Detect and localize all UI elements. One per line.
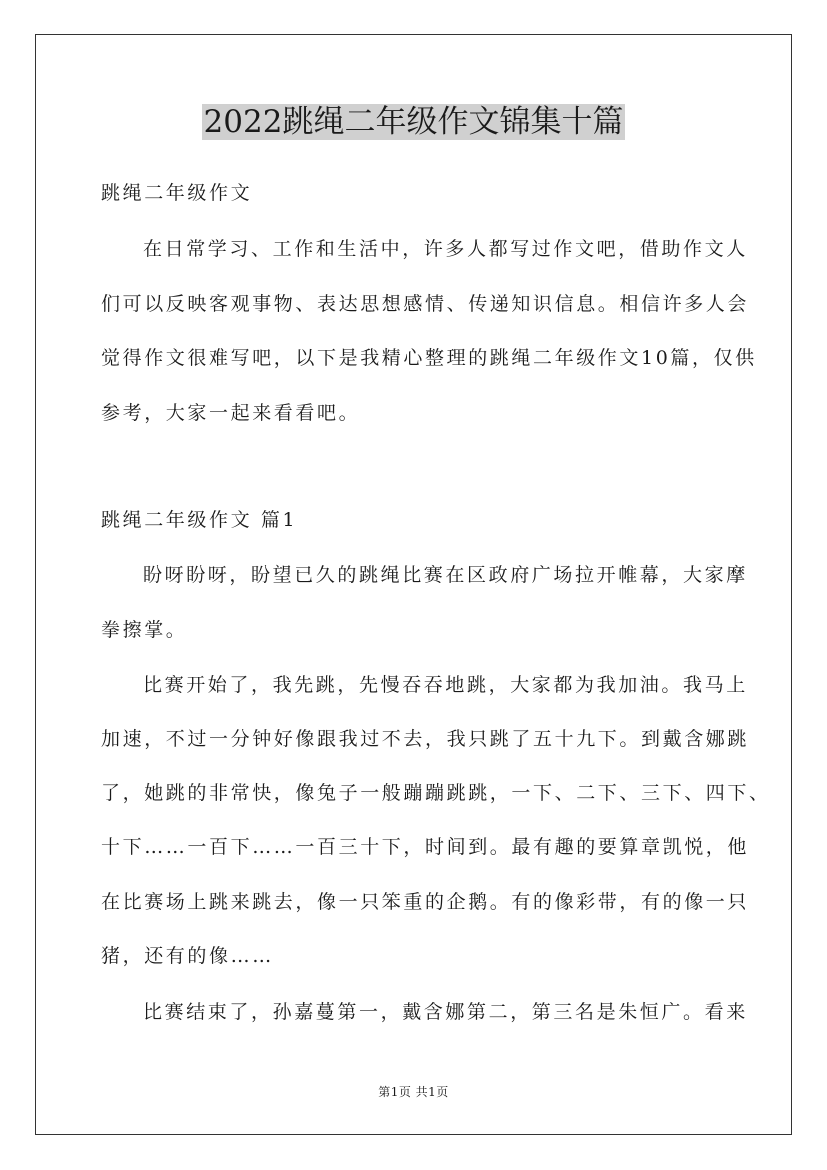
paragraph-line: 了，她跳的非常快，像兔子一般蹦蹦跳跳，一下、二下、三下、四下、 bbox=[101, 782, 771, 804]
paragraph-line: 猪，还有的像…… bbox=[101, 945, 274, 967]
section-heading-essay-1: 跳绳二年级作文 篇1 bbox=[101, 509, 298, 531]
paragraph-line: 拳擦掌。 bbox=[101, 619, 188, 641]
section-heading-intro: 跳绳二年级作文 bbox=[101, 182, 253, 204]
paragraph-line: 参考，大家一起来看看吧。 bbox=[101, 402, 361, 424]
document-title bbox=[0, 100, 827, 144]
paragraph-line: 在比赛场上跳来跳去，像一只笨重的企鹅。有的像彩带，有的像一只 bbox=[101, 891, 750, 913]
paragraph-line: 在日常学习、工作和生活中，许多人都写过作文吧，借助作文人 bbox=[143, 238, 748, 260]
paragraph-line: 盼呀盼呀，盼望已久的跳绳比赛在区政府广场拉开帷幕，大家摩 bbox=[143, 564, 748, 586]
paragraph-line: 比赛开始了，我先跳，先慢吞吞地跳，大家都为我加油。我马上 bbox=[143, 674, 748, 696]
paragraph-line: 觉得作文很难写吧，以下是我精心整理的跳绳二年级作文10篇，仅供 bbox=[101, 347, 757, 369]
paragraph-line: 加速，不过一分钟好像跟我过不去，我只跳了五十九下。到戴含娜跳 bbox=[101, 728, 750, 750]
document-title-text: 2022跳绳二年级作文锦集十篇 bbox=[203, 104, 624, 140]
paragraph-line: 十下……一百下……一百三十下，时间到。最有趣的要算章凯悦，他 bbox=[101, 836, 750, 858]
page-footer: 第1页 共1页 bbox=[378, 1085, 449, 1099]
paragraph-line: 比赛结束了，孙嘉蔓第一，戴含娜第二，第三名是朱恒广。看来 bbox=[143, 1001, 748, 1023]
paragraph-line: 们可以反映客观事物、表达思想感情、传递知识信息。相信许多人会 bbox=[101, 293, 750, 315]
